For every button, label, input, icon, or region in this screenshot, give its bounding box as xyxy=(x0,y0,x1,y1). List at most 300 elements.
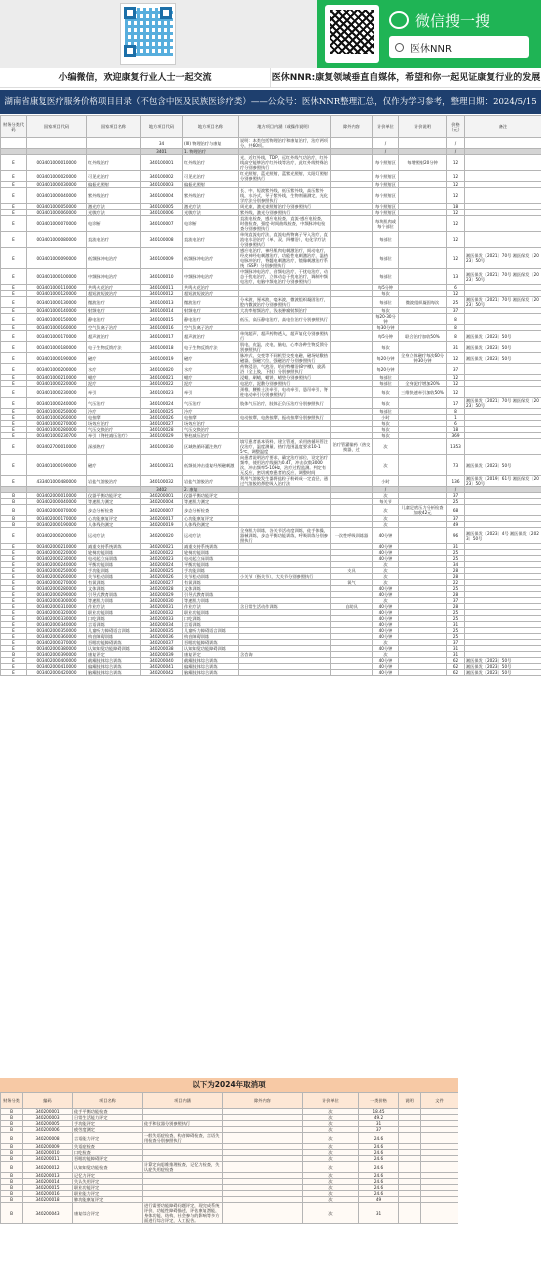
table-cell: 治疗管灌输药（热交换器，过 xyxy=(331,439,373,455)
table-cell xyxy=(331,331,373,342)
table-cell: 340200043 xyxy=(23,1203,73,1224)
table-cell: B xyxy=(1,1185,23,1191)
table-cell: 次 xyxy=(373,580,399,586)
table-cell: 脉冲式，交变等不同机型交变电磁，磁场贴敷热磁器，强磁穴位，强磁治疗分别参照执行 xyxy=(239,353,331,364)
table-cell: 长、中、短波紫外线，低压紫外线，高压紫外线，水冷式，导子紫外线，生物剂量测定，光化学疗法分别参照执行 xyxy=(239,188,331,204)
table-cell: 次 xyxy=(303,1115,359,1121)
table-cell: 运动疗法 xyxy=(87,528,141,544)
table-cell: 34 xyxy=(447,562,465,568)
table-cell: 340100007 xyxy=(141,216,183,232)
table-cell: 气压交换治疗 xyxy=(183,427,239,433)
table-cell: 340200038 xyxy=(141,646,183,652)
column-header: 项目名称 xyxy=(73,1093,143,1109)
table-cell: 每20分钟 xyxy=(373,353,399,364)
table-cell: 次 xyxy=(373,522,399,528)
table-cell: 言语能力评定 xyxy=(73,1133,143,1144)
table-cell: 003401000010000 xyxy=(27,155,87,171)
table-cell: 深部热疗 xyxy=(87,439,141,455)
table-cell xyxy=(399,439,447,455)
column-header: 除外内容 xyxy=(331,116,373,138)
table-cell: 牵引（脊柱减压治疗） xyxy=(87,433,141,439)
table-cell: E xyxy=(1,664,27,670)
table-cell xyxy=(465,171,541,182)
table-cell: 003401000120000 xyxy=(27,291,87,297)
table-cell: 49.2 xyxy=(359,1115,399,1121)
table-cell: 003401000250000 xyxy=(27,409,87,415)
column-header: 编码 xyxy=(23,1093,73,1109)
table-cell xyxy=(399,1133,421,1144)
table-cell: 003401000100000 xyxy=(27,269,87,285)
table-cell: 次 xyxy=(303,1203,359,1224)
table-cell: 电动起立床训练 xyxy=(183,556,239,562)
wechat-qr-code xyxy=(325,5,379,63)
table-cell: 冷疗 xyxy=(87,409,141,415)
table-cell xyxy=(399,398,447,409)
table-cell: 低频低冲击重复经颅磁刺激 xyxy=(183,455,239,476)
table-cell xyxy=(239,670,331,676)
table-cell: 每部位 xyxy=(373,232,399,248)
table-cell: 心功能康复评定 xyxy=(87,516,141,522)
table-cell: E xyxy=(1,640,27,646)
table-cell xyxy=(399,1162,421,1173)
table-header-row xyxy=(1,116,541,138)
table-cell xyxy=(465,364,541,375)
table-cell: 每部位 xyxy=(373,248,399,269)
table-cell: 每个照射区 xyxy=(373,155,399,171)
table-cell: 等速肌力训练 xyxy=(87,598,141,604)
table-cell: 340200007 xyxy=(141,505,183,516)
table-cell: 低压，高压静电治疗，高电位治疗分别参照执行 xyxy=(239,314,331,325)
table-cell: 作业疗法 xyxy=(87,604,141,610)
table-cell: 340200042 xyxy=(141,670,183,676)
table-cell: 进行需要功能障碍问题评定，现完成系统评价，功能性障碍描述，评估康复潜能，身体功能、结构，社会参与的影响等多方面进行综合评定，人工报告。 xyxy=(143,1203,223,1224)
table-cell: E xyxy=(1,592,27,598)
table-cell: 每次 xyxy=(373,387,399,398)
table-cell: 每部位 xyxy=(373,381,399,387)
table-cell: 每5分钟 xyxy=(373,331,399,342)
table-cell: 340100004 xyxy=(141,188,183,204)
table-cell: E xyxy=(1,580,27,586)
table-cell: E xyxy=(1,269,27,285)
table-cell: B xyxy=(1,1156,23,1162)
column-header: 计价说明 xyxy=(399,116,447,138)
table-cell: E xyxy=(1,387,27,398)
table-cell: 全身泥疗增加20% xyxy=(399,381,447,387)
table-cell: 340100005 xyxy=(141,204,183,210)
table-cell: 次 xyxy=(303,1144,359,1150)
column-header: 项目内涵 xyxy=(143,1093,223,1109)
table-cell: 每部位 xyxy=(373,297,399,308)
table-cell: 340200015 xyxy=(23,1185,73,1191)
table-row xyxy=(1,269,541,285)
table-cell: 静电治疗 xyxy=(183,314,239,325)
table-row xyxy=(1,188,541,204)
table-cell: 分米波，厘米波，毫米波，微波组织凝固治疗，腔内微波治疗分别参照执行 xyxy=(239,297,331,308)
table-cell: 次 xyxy=(303,1173,359,1179)
table-cell: 12 xyxy=(447,375,465,381)
table-cell xyxy=(465,505,541,516)
slogan-bar xyxy=(0,68,541,88)
table-cell: 340200032 xyxy=(141,610,183,616)
table-cell: 003402000320000 xyxy=(27,610,87,616)
table-cell: 每30分钟 xyxy=(373,325,399,331)
table-cell: E xyxy=(1,381,27,387)
table-cell: 微波组织凝固每次 xyxy=(399,297,447,308)
table-cell: 25 xyxy=(447,634,465,640)
table-row xyxy=(1,248,541,269)
column-header: 文件 xyxy=(421,1093,459,1109)
table-cell: 003401000060000 xyxy=(27,210,87,216)
table-cell: 340200034 xyxy=(141,622,183,628)
table-cell: 电诊断 xyxy=(87,216,141,232)
wechat-search-box[interactable] xyxy=(389,36,529,58)
table-cell: 31 xyxy=(447,622,465,628)
table-cell: 340200020 xyxy=(141,528,183,544)
table-cell: E xyxy=(1,574,27,580)
table-cell: 每次 xyxy=(373,433,399,439)
table-cell: E xyxy=(1,598,27,604)
table-cell: 340200019 xyxy=(141,522,183,528)
table-cell: 次 xyxy=(373,439,399,455)
table-cell: 6 xyxy=(447,421,465,427)
table-cell: 引导式教育训练 xyxy=(87,592,141,598)
table-cell: 直流电治疗 xyxy=(183,232,239,248)
table-cell: E xyxy=(1,616,27,622)
table-cell: 003401000230000 xyxy=(27,387,87,398)
table-cell: 340200024 xyxy=(141,562,183,568)
table-cell: 磁疗 xyxy=(183,353,239,364)
table-cell: 湘医保发〔2023〕50号 xyxy=(465,331,541,342)
table-cell: 340200026 xyxy=(141,574,183,580)
table-row xyxy=(1,297,541,308)
table-cell: 一般失语症检查，构音障碍检查，言语失用检查分别参照执行 xyxy=(143,1133,223,1144)
table-cell xyxy=(399,232,447,248)
table-cell xyxy=(223,1203,303,1224)
table-cell: 62 xyxy=(447,670,465,676)
table-cell: 湘医保发〔2021〕70号 湘医保发〔2023〕50号 xyxy=(465,398,541,409)
table-cell: 微波治疗 xyxy=(183,297,239,308)
table-cell: 31 xyxy=(359,1121,399,1127)
table-cell: 静电治疗 xyxy=(87,314,141,325)
table-cell: 向患者说明治疗要求，确定治疗部位，设定治疗频率，使用治疗线圈为0.4T，冲击次数3000次，冲击频率5-10Hz，治疗过程监测。判定有无反应，密切观察患者的反应，调整时间 xyxy=(239,455,331,476)
table-cell: 减重支持系统训练 xyxy=(183,544,239,550)
table-cell: 003402000300000 xyxy=(27,598,87,604)
table-cell: 湘医保发〔2023〕50号 xyxy=(465,342,541,353)
table-cell: 每部位 xyxy=(373,269,399,285)
column-header: 国家项目代码 xyxy=(27,116,87,138)
table-cell: B xyxy=(1,516,27,522)
table-cell: 光，近红外线，TDP，远红外线气功治疗，红外线高空能够治疗红外线等治疗，此红外线特殊治疗分别参照执行 xyxy=(239,155,331,171)
table-cell: 340100020 xyxy=(141,364,183,375)
table-cell: 340200028 xyxy=(141,586,183,592)
table-cell: 轮椅功能训练 xyxy=(183,550,239,556)
table-cell: E xyxy=(1,232,27,248)
table-cell xyxy=(399,1203,421,1224)
table-cell: 浸蜡，刷蜡，蜡饼，蜡垫分别参照执行 xyxy=(239,375,331,381)
table-cell xyxy=(465,138,541,149)
table-cell: 文体训练 xyxy=(87,586,141,592)
top-banner xyxy=(0,0,541,68)
table-cell xyxy=(465,232,541,248)
table-cell: 吞咽功能障碍训练 xyxy=(183,640,239,646)
table-cell: 003401000080000 xyxy=(27,232,87,248)
table-cell: 冷疗 xyxy=(183,409,239,415)
table-cell xyxy=(421,1203,459,1224)
table-cell: 25 xyxy=(447,610,465,616)
table-cell: 340100008 xyxy=(141,232,183,248)
table-cell: 偏瘫肢体综合训练 xyxy=(87,664,141,670)
table-cell: 340200035 xyxy=(141,628,183,634)
table-cell: 次 xyxy=(303,1185,359,1191)
table-cell: 24.6 xyxy=(359,1144,399,1150)
table-cell: 职业功能训练 xyxy=(87,610,141,616)
table-cell: 40分钟 xyxy=(373,604,399,610)
table-cell: 003402000190000 xyxy=(27,522,87,528)
table-cell xyxy=(331,297,373,308)
table-cell: 31 xyxy=(447,646,465,652)
table-cell: 340200033 xyxy=(141,616,183,622)
table-cell: 003401000280000 xyxy=(27,427,87,433)
table-cell: 康复综合评定 xyxy=(73,1203,143,1224)
table-cell xyxy=(465,216,541,232)
column-header: 计价单位 xyxy=(303,1093,359,1109)
table-cell: 激光疗法 xyxy=(87,204,141,210)
table-cell: 单纯直流电疗法，直流电药物离子导入治疗，直流电水浴治疗（单、双、四槽浴），电化学疗法分别参照执行 xyxy=(239,232,331,248)
table-cell: 联合治疗加收50% xyxy=(399,331,447,342)
table-cell: 340200022 xyxy=(141,550,183,556)
table-cell: 12 xyxy=(447,210,465,216)
table-cell: 电按摩 xyxy=(183,415,239,421)
table-cell: 运动疗法 xyxy=(183,528,239,544)
cancelled-item-row xyxy=(1,1133,459,1144)
table-cell xyxy=(331,670,373,676)
table-cell: 003401000170000 xyxy=(27,331,87,342)
table-cell: 40分钟 xyxy=(373,616,399,622)
table-cell: E xyxy=(1,216,27,232)
table-row xyxy=(1,670,541,676)
table-cell: 37 xyxy=(447,308,465,314)
table-cell: / xyxy=(447,138,465,149)
table-cell: 003401000030000 xyxy=(27,182,87,188)
table-cell: 周光束，激光束照射治疗分别参照执行 xyxy=(239,204,331,210)
table-cell: 340200017 xyxy=(141,516,183,522)
table-cell: 区域热循环灌注热疗 xyxy=(183,439,239,455)
table-cell: 气压治疗 xyxy=(183,398,239,409)
table-cell: 003402000330000 xyxy=(27,616,87,622)
table-cell: 职业功能训练 xyxy=(183,610,239,616)
table-cell: 说明：本类包括物理治疗和康复治疗，治疗两项分，共60项。 xyxy=(239,138,331,149)
table-cell: 次 xyxy=(373,568,399,574)
table-cell: 31 xyxy=(359,1203,399,1224)
table-cell: 40分钟 xyxy=(373,622,399,628)
table-cell: 疲劳度测定 xyxy=(73,1127,143,1133)
table-cell: 岩盐气溶胶治疗 xyxy=(183,476,239,487)
table-cell: 40分钟 xyxy=(373,670,399,676)
table-cell: E xyxy=(1,188,27,204)
table-cell: 003401000210000 xyxy=(27,375,87,381)
table-cell: 红光照射，蓝光照射，蓝紫光照射，太阳灯照射分别参照执行 xyxy=(239,171,331,182)
table-cell: 340100023 xyxy=(141,387,183,398)
table-cell: B xyxy=(1,1144,23,1150)
table-cell: 340100031 xyxy=(141,455,183,476)
table-cell xyxy=(399,171,447,182)
table-cell: 康复评定 xyxy=(87,652,141,658)
table-cell: E xyxy=(1,409,27,415)
table-cell xyxy=(331,455,373,476)
table-cell: 紫外线治疗 xyxy=(87,188,141,204)
price-table xyxy=(0,115,541,676)
table-cell: 轮椅功能训练 xyxy=(87,550,141,556)
table-cell xyxy=(465,387,541,398)
table-cell: B xyxy=(1,1121,23,1127)
table-cell: 340200036 xyxy=(141,634,183,640)
table-cell: 湘医保发〔2023〕50号 xyxy=(465,455,541,476)
wechat-search-card xyxy=(317,0,541,68)
table-cell: 紫外线，激光分别参照执行 xyxy=(239,210,331,216)
table-cell: 颈椎，腰椎土法牵引，电动牵引，悬吊牵引，脊柱电动牵引分别参照执行 xyxy=(239,387,331,398)
table-cell: 职业能力评定 xyxy=(73,1191,143,1197)
table-cell: E xyxy=(1,604,27,610)
table-cell xyxy=(399,455,447,476)
table-cell: 340100015 xyxy=(141,314,183,325)
table-cell: 射频电疗 xyxy=(87,308,141,314)
cancelled-items-table xyxy=(0,1092,459,1224)
table-cell: 28 xyxy=(447,574,465,580)
table-cell: 369 xyxy=(447,433,465,439)
table-cell: 340100018 xyxy=(141,342,183,353)
table-cell: 12 xyxy=(447,182,465,188)
table-cell: 药物浸浴，气泡浴，哈伯特槽浴(8字槽)，旋涡浴（全上肢，下肢）分别参照执行 xyxy=(239,364,331,375)
table-cell: 激光疗法 xyxy=(183,204,239,210)
table-cell: 12 xyxy=(447,387,465,398)
table-cell: 蜡疗 xyxy=(183,375,239,381)
table-cell: 8 xyxy=(447,331,465,342)
table-cell: B xyxy=(1,1115,23,1121)
table-cell: B xyxy=(1,1197,23,1203)
table-cell: 每次 xyxy=(373,421,399,427)
table-cell: 超短波短波治疗 xyxy=(183,291,239,297)
table-row xyxy=(1,439,541,455)
table-cell xyxy=(399,528,447,544)
table-cell: 脑瘫肢体综合训练 xyxy=(183,670,239,676)
table-cell: 003402000310000 xyxy=(27,604,87,610)
table-cell: 认知知觉功能检查 xyxy=(73,1162,143,1173)
table-cell: 37 xyxy=(359,1127,399,1133)
table-cell: 气压治疗 xyxy=(87,398,141,409)
table-cell: (III) 物理治疗与康复 xyxy=(183,138,239,149)
table-cell: E xyxy=(1,248,27,269)
table-cell: 每个照射区 xyxy=(373,171,399,182)
table-cell: 340100012 xyxy=(141,291,183,297)
table-cell xyxy=(399,248,447,269)
table-cell: 003401000070000 xyxy=(27,216,87,232)
blank-margin xyxy=(458,1078,541,1280)
table-cell: 关节松动训练 xyxy=(183,574,239,580)
table-cell: 340100027 xyxy=(141,421,183,427)
table-cell: 40分钟 xyxy=(373,634,399,640)
table-cell: 计算定向思维推理检查，记忆力检查，失认症失用症检查 xyxy=(143,1162,223,1173)
table-cell: 空气负离子治疗 xyxy=(183,325,239,331)
table-cell: 电诊断 xyxy=(183,216,239,232)
table-cell xyxy=(331,171,373,182)
table-cell: / xyxy=(373,487,399,493)
table-cell: 次 xyxy=(303,1133,359,1144)
table-row xyxy=(1,528,541,544)
table-cell: 紫外线治疗 xyxy=(183,188,239,204)
table-cell xyxy=(331,314,373,325)
table-cell: 340200010 xyxy=(23,1150,73,1156)
column-header: 地方项目内涵（或操作说明） xyxy=(239,116,331,138)
table-cell xyxy=(331,398,373,409)
table-cell: 次 xyxy=(373,516,399,522)
table-cell: 003401000190000 xyxy=(27,353,87,364)
table-cell: 25 xyxy=(447,628,465,634)
table-cell: 340100001 xyxy=(141,155,183,171)
table-cell: 003402000250000 xyxy=(27,568,87,574)
table-cell: 40分钟 xyxy=(373,646,399,652)
table-cell: 手功能评定 xyxy=(73,1121,143,1127)
table-cell: 利用气溶胶发生器将盐粒子粉碎成一定直径，通过气溶胶的鼻腔吸入治疗法 xyxy=(239,476,331,487)
table-cell: 3402 xyxy=(141,487,183,493)
table-cell: 340200005 xyxy=(23,1121,73,1127)
table-cell xyxy=(331,342,373,353)
table-cell: 8 xyxy=(447,409,465,415)
table-cell: 340200006 xyxy=(23,1127,73,1133)
table-row xyxy=(1,476,541,487)
table-cell: 次 xyxy=(373,505,399,516)
table-cell: 气压交换治疗 xyxy=(87,427,141,433)
search-icon xyxy=(395,43,404,52)
table-cell: 认知知觉功能障碍训练 xyxy=(183,646,239,652)
table-cell: 003402000010000 xyxy=(27,493,87,499)
table-cell: 003401000240000 xyxy=(27,398,87,409)
table-cell: 全身肌力训练，各关节活动度训练，徒手体操，器械训练，步态平衡功能训练，呼吸训练分别参照执行 xyxy=(239,528,331,544)
table-cell: 003402000260000 xyxy=(27,574,87,580)
table-cell: 49 xyxy=(447,522,465,528)
table-cell: 340200016 xyxy=(23,1191,73,1197)
column-header: 财务分类 xyxy=(1,1093,23,1109)
table-cell xyxy=(87,138,141,149)
table-cell: E xyxy=(1,476,27,487)
table-cell: E xyxy=(1,182,27,188)
table-cell: 大功率射频治疗，浅表肿瘤射频治疗 xyxy=(239,308,331,314)
table-cell: B xyxy=(1,1133,23,1144)
table-cell: 电子生物反馈疗法 xyxy=(183,342,239,353)
table-cell: 28 xyxy=(447,568,465,574)
table-cell: 氧气 xyxy=(331,580,373,586)
table-cell: 每20-30分钟 xyxy=(373,314,399,325)
table-cell: 吞咽功能障碍评定 xyxy=(73,1156,143,1162)
table-cell: 340200003 xyxy=(23,1115,73,1121)
table-cell: 湘医保发〔2023〕4号 湘医保发〔2023〕50号 xyxy=(465,528,541,544)
table-cell: 每个照射区 xyxy=(373,188,399,204)
table-cell: E xyxy=(1,550,27,556)
column-header: 说明 xyxy=(399,1093,421,1109)
table-cell: 003402000230000 xyxy=(27,556,87,562)
table-cell: 003402000390000 xyxy=(27,652,87,658)
table-row xyxy=(1,364,541,375)
table-cell: 步态分析检查 xyxy=(87,505,141,516)
table-cell: 场效应治疗 xyxy=(183,421,239,427)
table-cell: 泥疗 xyxy=(183,381,239,387)
table-cell: E xyxy=(1,586,27,592)
table-cell: 340100017 xyxy=(141,331,183,342)
table-cell: 003402000270000 xyxy=(27,580,87,586)
table-cell: E xyxy=(1,314,27,325)
table-cell: 40分钟 xyxy=(373,586,399,592)
table-cell: 牵引 xyxy=(183,387,239,398)
table-cell: 超短波短波治疗 xyxy=(87,291,141,297)
